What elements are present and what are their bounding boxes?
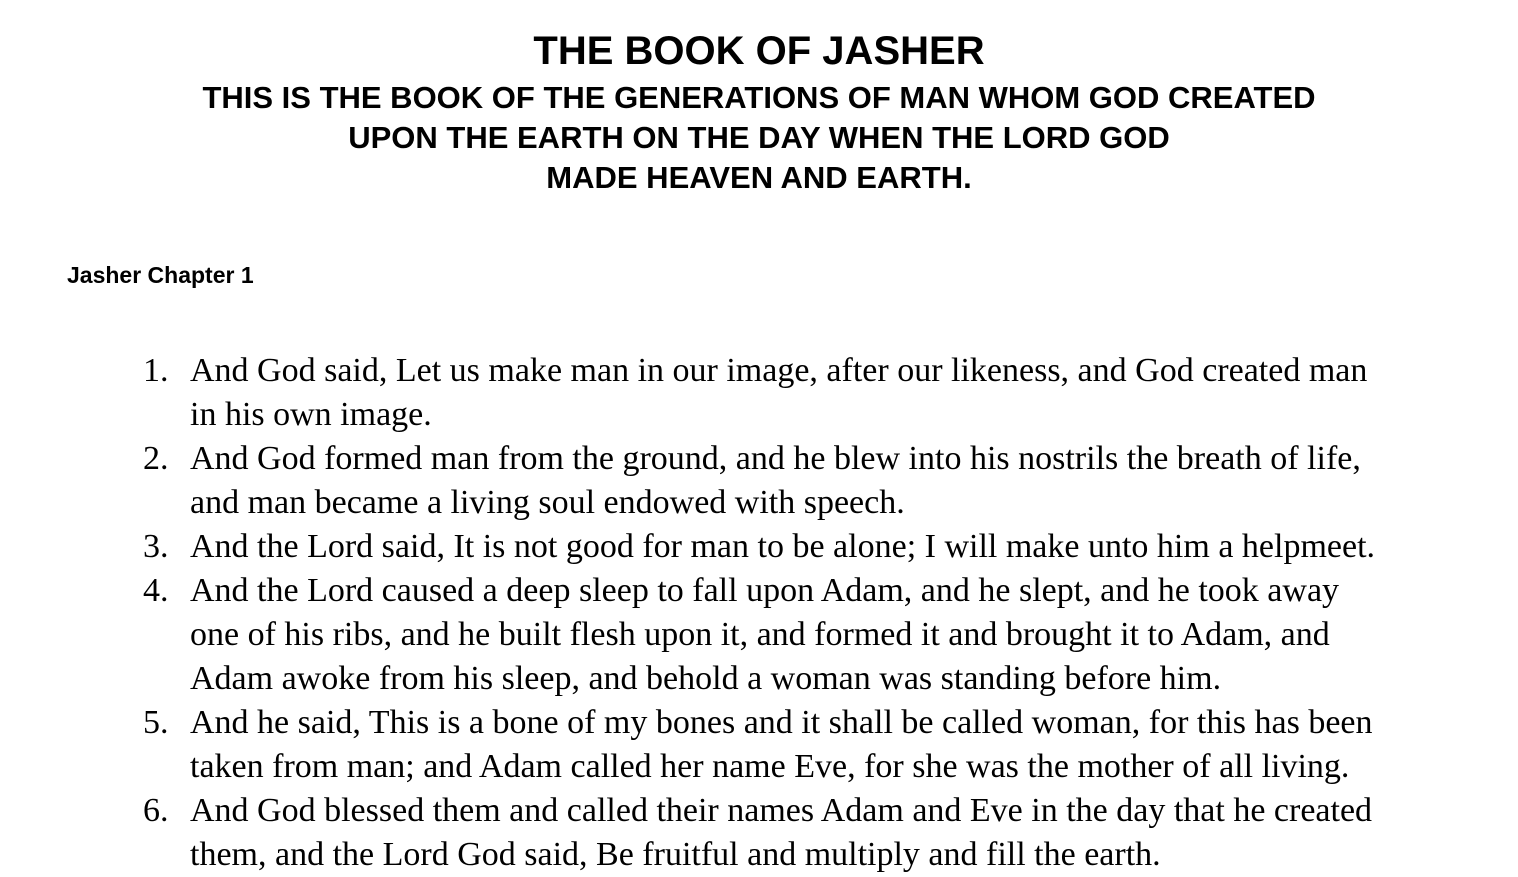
verse-text-line: taken from man; and Adam called her name Eve, for she was the mother of all living. (190, 748, 1350, 785)
verse-text-line: And he said, This is a bone of my bones and it shall be called woman, for this has been (190, 704, 1373, 741)
verse-text-line: in his own image. (190, 396, 432, 433)
verse-text-line: And God blessed them and called their names Adam and Eve in the day that he created (190, 792, 1373, 829)
verse-item (0, 525, 1518, 569)
verse-number: 6. (143, 792, 169, 829)
verse-number: 4. (143, 572, 169, 609)
verse-number: 3. (143, 528, 169, 565)
verse-text-line: And God said, Let us make man in our image, after our likeness, and God created man (190, 352, 1368, 389)
verse-text-line: them, and the Lord God said, Be fruitful and multiply and fill the earth. (190, 836, 1161, 873)
chapter-heading: Jasher Chapter 1 (67, 262, 254, 288)
verse-item (0, 569, 1518, 701)
verse-text-line: And the Lord caused a deep sleep to fall upon Adam, and he slept, and he took away (190, 572, 1340, 609)
subtitle-line: MADE HEAVEN AND EARTH. (546, 160, 972, 195)
verse-item (0, 349, 1518, 437)
verse-number: 5. (143, 704, 169, 741)
document-subtitle (0, 78, 1518, 198)
verse-list (0, 349, 1518, 877)
verse-text-line: And the Lord said, It is not good for man to be alone; I will make unto him a helpmeet. (190, 528, 1376, 565)
document-title: THE BOOK OF JASHER (533, 29, 985, 73)
subtitle-line: UPON THE EARTH ON THE DAY WHEN THE LORD GOD (348, 120, 1170, 155)
verse-text-line: one of his ribs, and he built flesh upon it, and formed it and brought it to Adam, and (190, 616, 1330, 653)
verse-text-line: And God formed man from the ground, and he blew into his nostrils the breath of life, (190, 440, 1361, 477)
verse-text-line: and man became a living soul endowed with speech. (190, 484, 905, 521)
verse-item (0, 789, 1518, 877)
verse-number: 1. (143, 352, 169, 389)
verse-item (0, 437, 1518, 525)
subtitle-line: THIS IS THE BOOK OF THE GENERATIONS OF MAN WHOM GOD CREATED (202, 80, 1316, 115)
verse-text-line: Adam awoke from his sleep, and behold a woman was standing before him. (190, 660, 1222, 697)
verse-number: 2. (143, 440, 169, 477)
verse-item (0, 701, 1518, 789)
